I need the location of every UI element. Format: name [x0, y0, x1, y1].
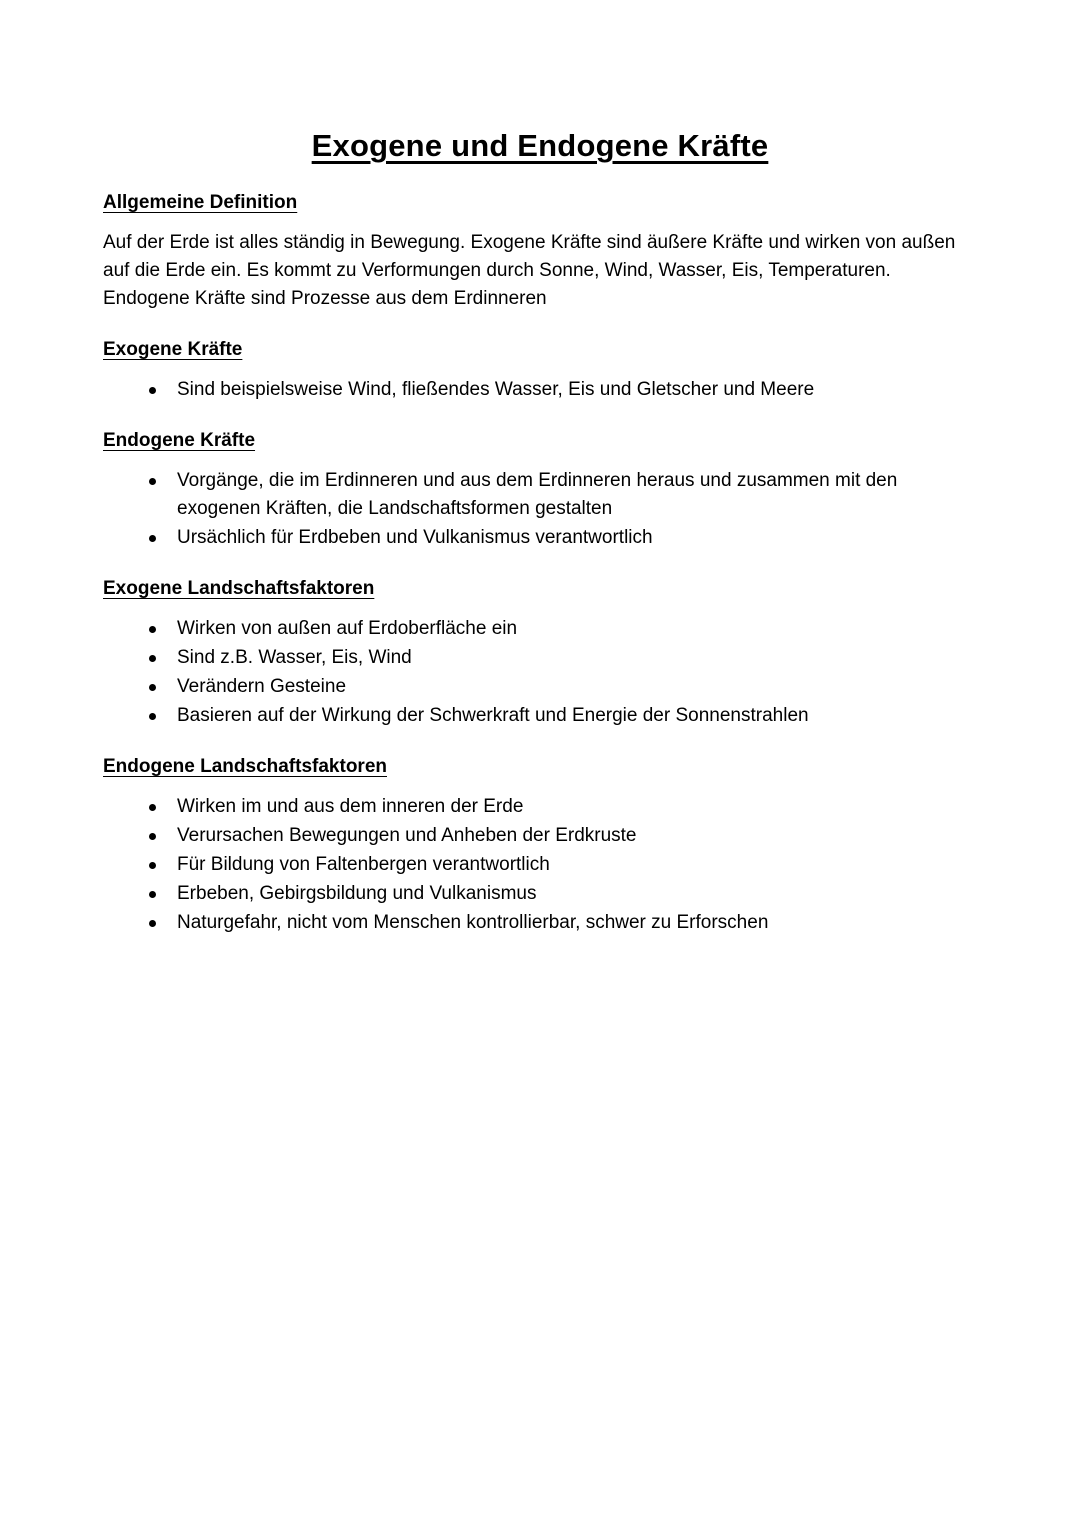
bullet-item [149, 822, 977, 850]
section-allgemeine-definition [103, 192, 977, 313]
section-exogene-landschaftsfaktoren [103, 578, 977, 730]
bullet-icon [149, 684, 156, 691]
bullet-item [149, 467, 977, 523]
bullet-text: Vorgänge, die im Erdinneren und aus dem Erdinneren heraus und zusammen mit den exogenen Kräften, die Landschaftsformen gestalten [177, 470, 898, 519]
bullet-icon [149, 862, 156, 869]
paragraph: Auf der Erde ist alles ständig in Bewegung. Exogene Kräfte sind äußere Kräfte und wirken von außen auf die Erde ein. Es kommt zu Verformungen durch Sonne, Wind, Wasser, Eis, Temperaturen. Endogene Kräfte sind Prozesse aus dem Erdinneren [103, 232, 956, 309]
bullet-text: Sind beispielsweise Wind, fließendes Wasser, Eis und Gletscher und Meere [177, 379, 815, 400]
bullet-text: Wirken von außen auf Erdoberfläche ein [177, 618, 518, 639]
bullet-list [103, 376, 977, 404]
bullet-item [149, 851, 977, 879]
bullet-icon [149, 387, 156, 394]
bullet-text: Verändern Gesteine [177, 676, 347, 697]
bullet-text: Für Bildung von Faltenbergen verantwortlich [177, 854, 550, 875]
bullet-icon [149, 626, 156, 633]
bullet-text: Verursachen Bewegungen und Anheben der Erdkruste [177, 825, 637, 846]
section-heading: Allgemeine Definition [103, 192, 298, 213]
bullet-icon [149, 891, 156, 898]
bullet-text: Naturgefahr, nicht vom Menschen kontrollierbar, schwer zu Erforschen [177, 912, 769, 933]
section-endogene-kraefte [103, 430, 977, 552]
bullet-list [103, 615, 977, 730]
bullet-item [149, 615, 977, 643]
page-title: Exogene und Endogene Kräfte [311, 128, 769, 163]
bullet-list [103, 467, 977, 552]
bullet-text: Ursächlich für Erdbeben und Vulkanismus verantwortlich [177, 527, 653, 548]
bullet-item [149, 880, 977, 908]
bullet-item [149, 702, 977, 730]
section-heading: Exogene Kräfte [103, 339, 243, 360]
bullet-icon [149, 655, 156, 662]
bullet-text: Erbeben, Gebirgsbildung und Vulkanismus [177, 883, 537, 904]
bullet-item [149, 644, 977, 672]
bullet-list [103, 793, 977, 937]
bullet-icon [149, 804, 156, 811]
bullet-icon [149, 478, 156, 485]
bullet-icon [149, 920, 156, 927]
bullet-item [149, 793, 977, 821]
bullet-text: Wirken im und aus dem inneren der Erde [177, 796, 524, 817]
bullet-icon [149, 833, 156, 840]
section-heading: Endogene Kräfte [103, 430, 256, 451]
bullet-icon [149, 713, 156, 720]
bullet-item [149, 376, 977, 404]
bullet-text: Basieren auf der Wirkung der Schwerkraft und Energie der Sonnenstrahlen [177, 705, 809, 726]
section-heading: Endogene Landschaftsfaktoren [103, 756, 387, 777]
bullet-text: Sind z.B. Wasser, Eis, Wind [177, 647, 412, 668]
bullet-item [149, 524, 977, 552]
bullet-icon [149, 535, 156, 542]
bullet-item [149, 673, 977, 701]
section-endogene-landschaftsfaktoren [103, 756, 977, 937]
section-exogene-kraefte [103, 339, 977, 404]
section-heading: Exogene Landschaftsfaktoren [103, 578, 375, 599]
bullet-item [149, 909, 977, 937]
